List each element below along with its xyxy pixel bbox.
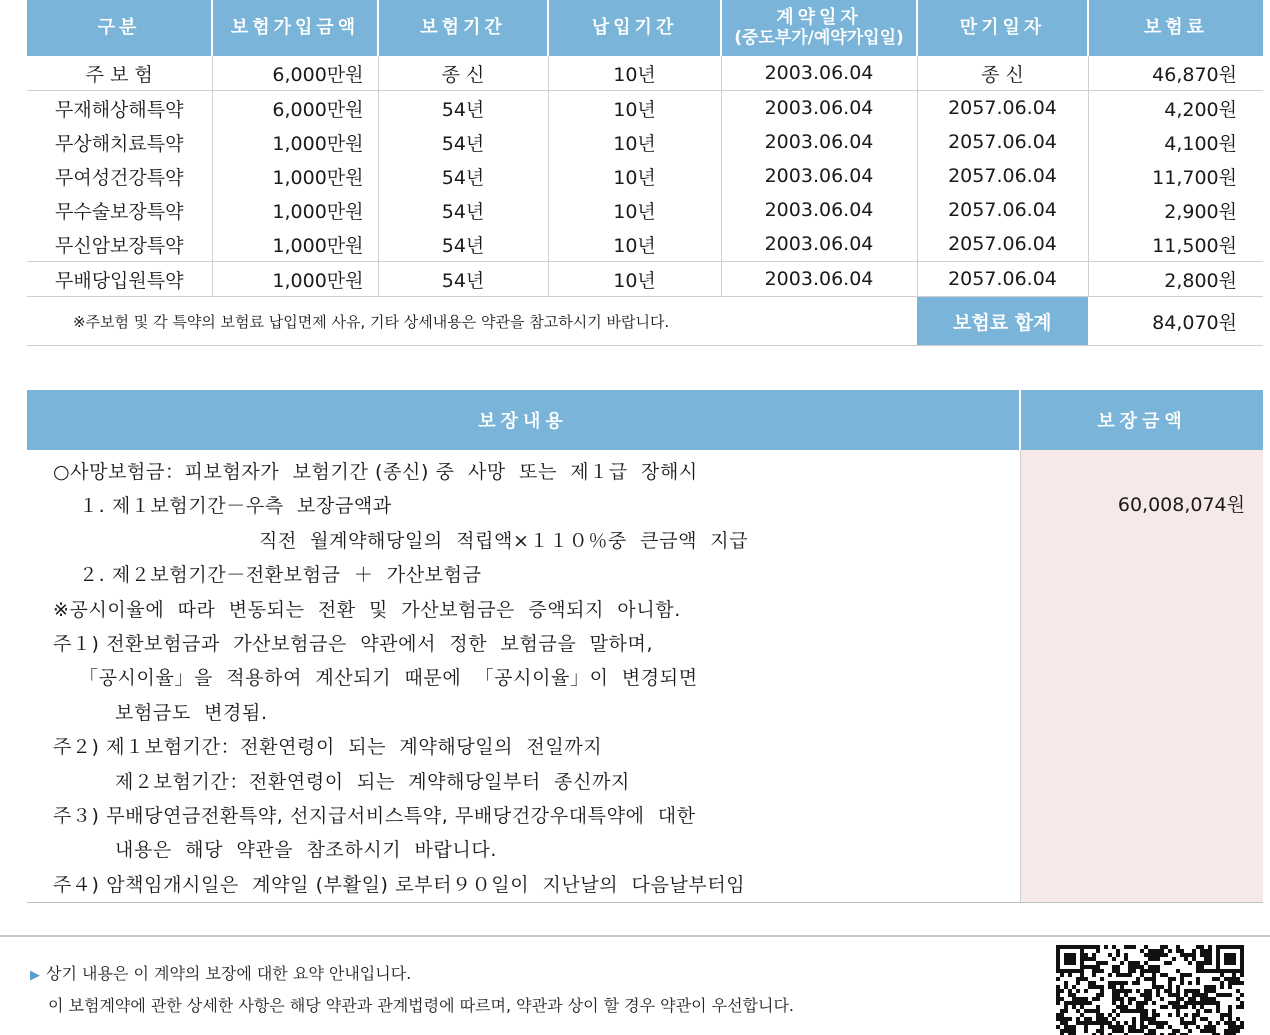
premium-table xyxy=(27,0,1263,346)
cell-category: 무재해상해특약 xyxy=(27,91,212,126)
footer-line-2: 이 보험계약에 관한 상세한 사항은 해당 약관과 관계법령에 따르며, 약관과 상이 할 경우 약관이 우선합니다. xyxy=(48,996,794,1015)
coverage-line: 주１) 전환보험금과 가산보험금은 약관에서 정한 보험금을 말하며, xyxy=(53,632,654,655)
cell-maturity-date: 2057.06.04 xyxy=(917,193,1088,227)
coverage-header-amount: 보장금액 xyxy=(1020,390,1263,450)
cell-insurance-period: 54년 xyxy=(378,262,548,297)
premium-note: ※주보험 및 각 특약의 보험료 납입면제 사유, 기타 상세내용은 약관을 참고하시기 바랍니다. xyxy=(27,297,917,346)
footer-line-1 xyxy=(30,961,411,984)
cell-premium: 2,900원 xyxy=(1164,200,1237,223)
cell-premium: 4,100원 xyxy=(1164,132,1237,155)
cell-payment-period: 10년 xyxy=(548,262,721,297)
header-contract-date-sub: (중도부가/예약가입일) xyxy=(734,28,904,48)
cell-contract-date: 2003.06.04 xyxy=(721,193,917,227)
cell-contract-date: 2003.06.04 xyxy=(721,159,917,193)
cell-insured-amount: 1,000만원 xyxy=(212,125,378,159)
coverage-row xyxy=(27,450,1263,903)
footer-text-1: 상기 내용은 이 계약의 보장에 대한 요약 안내입니다. xyxy=(46,964,412,983)
header-payment-period: 납입기간 xyxy=(548,0,721,56)
cell-category: 주 보 험 xyxy=(27,56,212,91)
premium-header-row xyxy=(27,0,1263,56)
premium-row xyxy=(27,159,1263,193)
cell-category: 무신암보장특약 xyxy=(27,227,212,262)
cell-insurance-period: 54년 xyxy=(378,159,548,193)
cell-payment-period: 10년 xyxy=(548,91,721,126)
cell-payment-period: 10년 xyxy=(548,227,721,262)
premium-table-body xyxy=(27,56,1263,297)
coverage-amount: 60,008,074원 xyxy=(1020,450,1263,903)
premium-row xyxy=(27,91,1263,126)
cell-payment-period: 10년 xyxy=(548,159,721,193)
cell-maturity-date: 2057.06.04 xyxy=(917,159,1088,193)
cell-insured-amount: 1,000만원 xyxy=(212,193,378,227)
coverage-line: ２. 제２보험기간－전환보험금 ＋ 가산보험금 xyxy=(79,564,482,587)
cell-contract-date: 2003.06.04 xyxy=(721,91,917,126)
coverage-line: 보험금도 변경됨. xyxy=(115,701,268,724)
header-insurance-period: 보험기간 xyxy=(378,0,548,56)
premium-total-row xyxy=(27,297,1263,346)
triangle-right-icon: ▶ xyxy=(30,968,40,983)
coverage-line: ○사망보험금：피보험자가 보험기간 (종신) 중 사망 또는 제１급 장해시 xyxy=(53,461,698,483)
header-contract-date xyxy=(721,0,917,56)
cell-maturity-date: 2057.06.04 xyxy=(917,227,1088,262)
cell-insured-amount: 6,000만원 xyxy=(212,56,378,91)
header-category: 구분 xyxy=(27,0,212,56)
premium-total-label: 보험료 합계 xyxy=(917,297,1088,346)
cell-maturity-date: 2057.06.04 xyxy=(917,262,1088,297)
cell-maturity-date: 2057.06.04 xyxy=(917,125,1088,159)
premium-row xyxy=(27,125,1263,159)
cell-insured-amount: 6,000만원 xyxy=(212,91,378,126)
cell-contract-date: 2003.06.04 xyxy=(721,227,917,262)
qr-code-icon xyxy=(1056,945,1244,1035)
cell-premium: 2,800원 xyxy=(1164,269,1237,292)
cell-maturity-date: 종 신 xyxy=(917,56,1088,91)
coverage-line: 「공시이율」을 적용하여 계산되기 때문에 「공시이율」이 변경되면 xyxy=(79,667,698,690)
header-maturity-date: 만기일자 xyxy=(917,0,1088,56)
header-contract-date-main: 계약일자 xyxy=(776,7,862,28)
cell-payment-period: 10년 xyxy=(548,125,721,159)
cell-category: 무수술보장특약 xyxy=(27,193,212,227)
coverage-line: 제２보험기간：전환연령이 되는 계약해당일부터 종신까지 xyxy=(115,770,630,793)
coverage-line: 주３) 무배당연금전환특약, 선지급서비스특약, 무배당건강우대특약에 대한 xyxy=(53,804,696,827)
cell-insured-amount: 1,000만원 xyxy=(212,227,378,262)
cell-contract-date: 2003.06.04 xyxy=(721,125,917,159)
cell-maturity-date: 2057.06.04 xyxy=(917,91,1088,126)
cell-premium: 11,700원 xyxy=(1152,166,1237,189)
coverage-line: １. 제１보험기간－우측 보장금액과 xyxy=(79,495,392,518)
premium-row xyxy=(27,227,1263,262)
coverage-line: 직전 월계약해당일의 적립액×１１０％중 큰금액 지급 xyxy=(259,529,749,552)
coverage-line: 주２) 제１보험기간：전환연령이 되는 계약해당일의 전일까지 xyxy=(53,736,603,759)
cell-contract-date: 2003.06.04 xyxy=(721,262,917,297)
coverage-header-desc: 보장내용 xyxy=(27,390,1020,450)
cell-insurance-period: 54년 xyxy=(378,91,548,126)
cell-insurance-period: 54년 xyxy=(378,227,548,262)
premium-row xyxy=(27,193,1263,227)
cell-insurance-period: 종 신 xyxy=(378,56,548,91)
coverage-line: 내용은 해당 약관을 참조하시기 바랍니다. xyxy=(115,839,497,862)
cell-category: 무배당입원특약 xyxy=(27,262,212,297)
cell-category: 무여성건강특약 xyxy=(27,159,212,193)
coverage-description xyxy=(27,450,1020,903)
cell-contract-date: 2003.06.04 xyxy=(721,56,917,91)
premium-total-value: 84,070원 xyxy=(1088,297,1263,346)
cell-category: 무상해치료특약 xyxy=(27,125,212,159)
cell-premium: 4,200원 xyxy=(1164,98,1237,121)
coverage-table xyxy=(27,390,1263,903)
cell-premium: 11,500원 xyxy=(1088,227,1263,262)
cell-premium: 46,870원 xyxy=(1088,56,1263,91)
premium-row xyxy=(27,262,1263,297)
coverage-line: 주４) 암책임개시일은 계약일 (부활일) 로부터９０일이 지난날의 다음날부터임 xyxy=(53,873,746,896)
premium-row xyxy=(27,56,1263,91)
coverage-line: ※공시이율에 따라 변동되는 전환 및 가산보험금은 증액되지 아니함. xyxy=(53,598,681,621)
footer-divider xyxy=(0,935,1270,937)
cell-insured-amount: 1,000만원 xyxy=(212,159,378,193)
cell-insured-amount: 1,000만원 xyxy=(212,262,378,297)
qr-code[interactable] xyxy=(1056,945,1244,1035)
header-insured-amount: 보험가입금액 xyxy=(212,0,378,56)
cell-payment-period: 10년 xyxy=(548,193,721,227)
coverage-header-row xyxy=(27,390,1263,450)
cell-payment-period: 10년 xyxy=(548,56,721,91)
header-premium: 보험료 xyxy=(1088,0,1263,56)
cell-insurance-period: 54년 xyxy=(378,125,548,159)
cell-insurance-period: 54년 xyxy=(378,193,548,227)
